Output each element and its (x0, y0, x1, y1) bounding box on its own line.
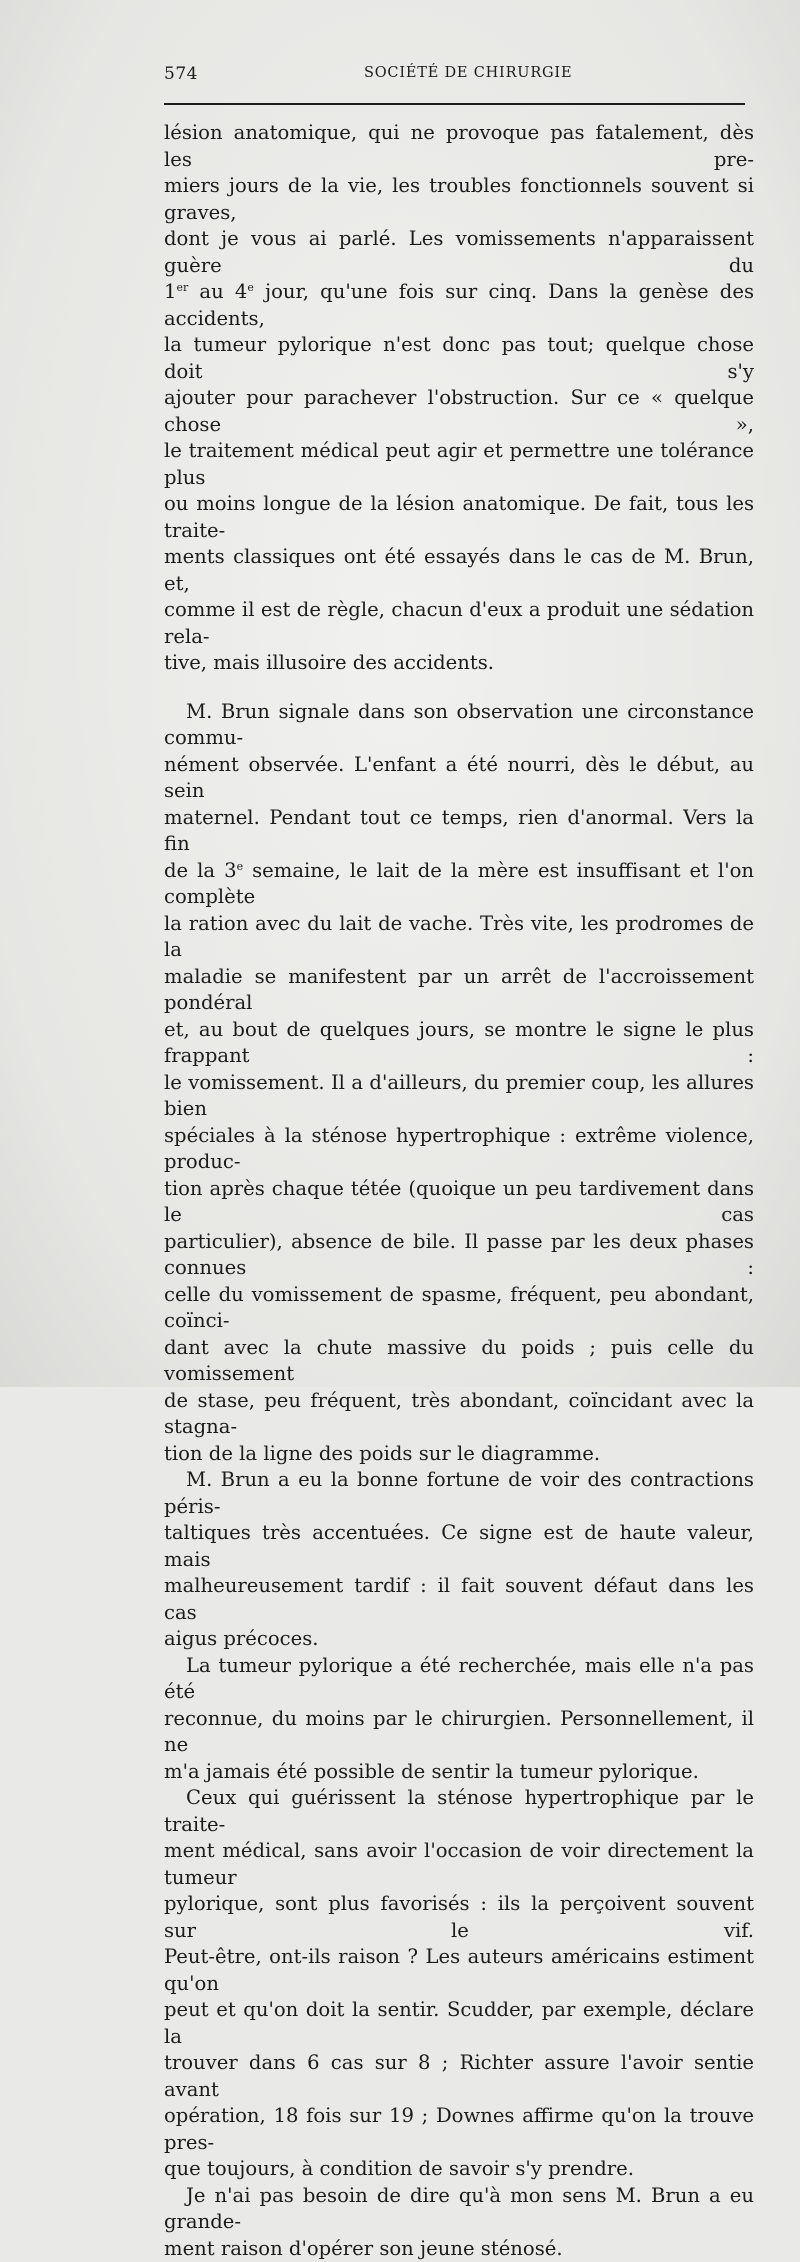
text-line: maternel. Pendant tout ce temps, rien d'anormal. Vers la fin (164, 806, 754, 856)
body-text (164, 120, 754, 2262)
text-line: opération, 18 fois sur 19 ; Downes affirme qu'on la trouve pres- (164, 2104, 754, 2154)
text-line: ment médical, sans avoir l'occasion de voir directement la tumeur (164, 1839, 754, 1889)
text-line: aigus précoces. (164, 1627, 319, 1650)
text-line: Peut-être, ont-ils raison ? Les auteurs américains estiment qu'on (164, 1945, 754, 1995)
text-line: particulier), absence de bile. Il passe par les deux phases connues : (164, 1230, 754, 1280)
text-line: le traitement médical peut agir et permettre une tolérance plus (164, 439, 754, 489)
text-line: et, au bout de quelques jours, se montre le signe le plus frappant : (164, 1018, 754, 1068)
paragraph-2 (164, 699, 754, 1441)
text-line: dont je vous ai parlé. Les vomissements n'apparaissent guère du (164, 227, 754, 277)
paragraph-3-last-line (164, 1626, 754, 1653)
text-line: le vomissement. Il a d'ailleurs, du premier coup, les allures bien (164, 1071, 754, 1121)
running-head: SOCIÉTÉ DE CHIRURGIE (364, 65, 572, 81)
text-line: spéciales à la sténose hypertrophique : extrême violence, produc- (164, 1124, 754, 1174)
page-header (164, 64, 754, 88)
text-line: maladie se manifestent par un arrêt de l'accroissement pondéral (164, 965, 754, 1015)
paragraph-6-last-line (164, 2236, 754, 2262)
text-line: ou moins longue de la lésion anatomique. De fait, tous les traite- (164, 492, 754, 542)
text-line: tion de la ligne des poids sur le diagramme. (164, 1442, 600, 1465)
text-line: M. Brun signale dans son observation une circonstance commu- (164, 700, 754, 750)
text-line: malheureusement tardif : il fait souvent défaut dans les cas (164, 1574, 754, 1624)
paragraph-1 (164, 120, 754, 650)
text-line: M. Brun a eu la bonne fortune de voir des contractions péris- (164, 1468, 754, 1518)
text-line: 1er au 4e jour, qu'une fois sur cinq. Dans la genèse des accidents, (164, 280, 754, 330)
text-line: dant avec la chute massive du poids ; puis celle du vomissement (164, 1336, 754, 1386)
paragraph-gap (164, 677, 754, 699)
paragraph-5-last-line (164, 2156, 754, 2183)
text-line: m'a jamais été possible de sentir la tumeur pylorique. (164, 1760, 699, 1783)
page-number: 574 (164, 64, 198, 84)
text-line: la ration avec du lait de vache. Très vite, les prodromes de la (164, 912, 754, 962)
text-line: tive, mais illusoire des accidents. (164, 651, 494, 674)
paragraph-3 (164, 1467, 754, 1626)
text-line: que toujours, à condition de savoir s'y prendre. (164, 2157, 634, 2180)
text-line: lésion anatomique, qui ne provoque pas fatalement, dès les pre- (164, 121, 754, 171)
paragraph-4 (164, 1653, 754, 1759)
text-line: Je n'ai pas besoin de dire qu'à mon sens M. Brun a eu grande- (164, 2184, 754, 2234)
text-line: Ceux qui guérissent la sténose hypertrophique par le traite- (164, 1786, 754, 1836)
text-line: trouver dans 6 cas sur 8 ; Richter assure l'avoir sentie avant (164, 2051, 754, 2101)
paragraph-5 (164, 1785, 754, 2156)
paragraph-6 (164, 2183, 754, 2236)
text-line: ments classiques ont été essayés dans le cas de M. Brun, et, (164, 545, 754, 595)
text-line: la tumeur pylorique n'est donc pas tout; quelque chose doit s'y (164, 333, 754, 383)
text-line: taltiques très accentuées. Ce signe est de haute valeur, mais (164, 1521, 754, 1571)
text-line: de stase, peu fréquent, très abondant, coïncidant avec la stagna- (164, 1389, 754, 1439)
text-line: La tumeur pylorique a été recherchée, mais elle n'a pas été (164, 1654, 754, 1704)
paragraph-1-last-line (164, 650, 754, 677)
text-line: miers jours de la vie, les troubles fonctionnels souvent si graves, (164, 174, 754, 224)
paragraph-4-last-line (164, 1759, 754, 1786)
text-line: tion après chaque tétée (quoique un peu tardivement dans le cas (164, 1177, 754, 1227)
text-line: nément observée. L'enfant a été nourri, dès le début, au sein (164, 753, 754, 803)
text-line: de la 3e semaine, le lait de la mère est insuffisant et l'on complète (164, 859, 754, 909)
paragraph-2-last-line (164, 1441, 754, 1468)
text-line: comme il est de règle, chacun d'eux a produit une sédation rela- (164, 598, 754, 648)
text-line: reconnue, du moins par le chirurgien. Personnellement, il ne (164, 1707, 754, 1757)
text-line: ment raison d'opérer son jeune sténosé. (164, 2237, 563, 2260)
text-line: peut et qu'on doit la sentir. Scudder, par exemple, déclare la (164, 1998, 754, 2048)
text-line: pylorique, sont plus favorisés : ils la perçoivent souvent sur le vif. (164, 1892, 754, 1942)
text-line: ajouter pour parachever l'obstruction. Sur ce « quelque chose », (164, 386, 754, 436)
text-line: celle du vomissement de spasme, fréquent, peu abondant, coïnci- (164, 1283, 754, 1333)
header-rule (164, 103, 745, 105)
